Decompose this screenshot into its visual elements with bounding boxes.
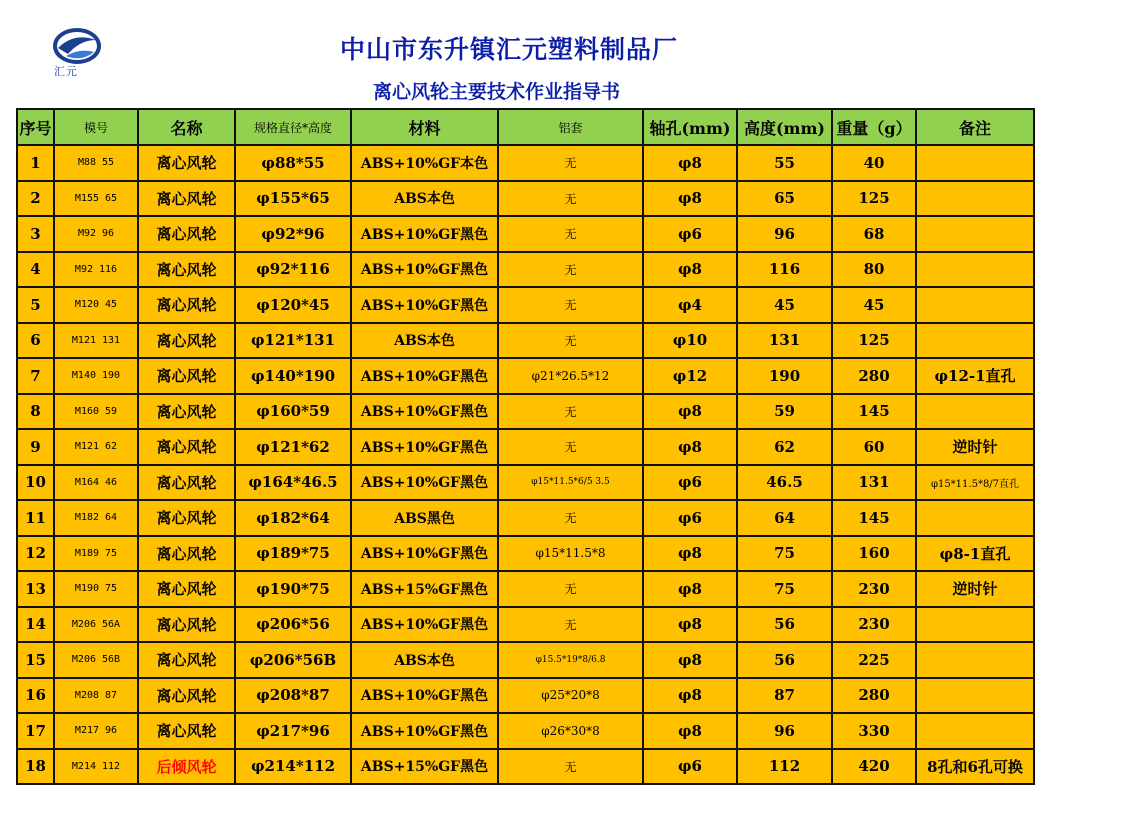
cell-material: ABS+10%GF黑色 [351, 394, 498, 430]
cell-material: ABS+10%GF本色 [351, 145, 498, 181]
cell-height: 46.5 [737, 465, 832, 501]
cell-height: 96 [737, 713, 832, 749]
cell-weight: 145 [832, 394, 916, 430]
col-header: 模号 [54, 109, 138, 145]
cell-name: 离心风轮 [138, 642, 235, 678]
cell-note [916, 713, 1034, 749]
cell-model: M92 116 [54, 252, 138, 288]
cell-shaft: φ6 [643, 465, 737, 501]
cell-material: ABS+15%GF黑色 [351, 749, 498, 785]
cell-sleeve: 无 [498, 323, 643, 359]
cell-shaft: φ8 [643, 678, 737, 714]
cell-weight: 230 [832, 607, 916, 643]
cell-material: ABS黑色 [351, 500, 498, 536]
col-header: 轴孔(mm) [643, 109, 737, 145]
cell-shaft: φ8 [643, 713, 737, 749]
cell-model: M206 56B [54, 642, 138, 678]
cell-height: 65 [737, 181, 832, 217]
cell-note: 逆时针 [916, 429, 1034, 465]
cell-no: 9 [17, 429, 54, 465]
table-row [17, 749, 1034, 785]
col-header: 铝套 [498, 109, 643, 145]
cell-model: M206 56A [54, 607, 138, 643]
cell-height: 75 [737, 571, 832, 607]
col-header: 序号 [17, 109, 54, 145]
cell-sleeve: 无 [498, 216, 643, 252]
spec-table [16, 108, 1035, 785]
cell-sleeve: φ25*20*8 [498, 678, 643, 714]
cell-shaft: φ8 [643, 394, 737, 430]
cell-weight: 80 [832, 252, 916, 288]
cell-name: 离心风轮 [138, 536, 235, 572]
cell-sleeve: φ15*11.5*6/5 3.5 [498, 465, 643, 501]
cell-sleeve: 无 [498, 607, 643, 643]
cell-name: 后倾风轮 [138, 749, 235, 785]
cell-shaft: φ6 [643, 216, 737, 252]
cell-sleeve: φ21*26.5*12 [498, 358, 643, 394]
table-row [17, 678, 1034, 714]
cell-height: 131 [737, 323, 832, 359]
cell-material: ABS+15%GF黑色 [351, 571, 498, 607]
table-row [17, 145, 1034, 181]
cell-no: 5 [17, 287, 54, 323]
cell-spec: φ121*131 [235, 323, 351, 359]
cell-note [916, 323, 1034, 359]
cell-model: M92 96 [54, 216, 138, 252]
cell-weight: 280 [832, 678, 916, 714]
cell-weight: 145 [832, 500, 916, 536]
cell-weight: 330 [832, 713, 916, 749]
cell-weight: 420 [832, 749, 916, 785]
cell-shaft: φ12 [643, 358, 737, 394]
table-row [17, 181, 1034, 217]
cell-material: ABS+10%GF黑色 [351, 252, 498, 288]
cell-height: 112 [737, 749, 832, 785]
cell-shaft: φ10 [643, 323, 737, 359]
col-header: 名称 [138, 109, 235, 145]
cell-sleeve: 无 [498, 571, 643, 607]
cell-name: 离心风轮 [138, 713, 235, 749]
table-row [17, 323, 1034, 359]
cell-weight: 125 [832, 181, 916, 217]
cell-model: M140 190 [54, 358, 138, 394]
cell-height: 56 [737, 607, 832, 643]
cell-note [916, 287, 1034, 323]
cell-material: ABS+10%GF黑色 [351, 713, 498, 749]
table-row [17, 287, 1034, 323]
cell-shaft: φ8 [643, 607, 737, 643]
cell-name: 离心风轮 [138, 181, 235, 217]
cell-no: 10 [17, 465, 54, 501]
col-header: 重量（g） [832, 109, 916, 145]
table-row [17, 713, 1034, 749]
cell-no: 2 [17, 181, 54, 217]
cell-material: ABS+10%GF黑色 [351, 678, 498, 714]
cell-material: ABS+10%GF黑色 [351, 536, 498, 572]
cell-name: 离心风轮 [138, 678, 235, 714]
table-header [17, 109, 1034, 145]
page-title: 中山市东升镇汇元塑料制品厂 [340, 35, 679, 64]
cell-height: 96 [737, 216, 832, 252]
cell-no: 3 [17, 216, 54, 252]
cell-note [916, 216, 1034, 252]
page-subtitle: 离心风轮主要技术作业指导书 [373, 81, 621, 103]
cell-height: 55 [737, 145, 832, 181]
cell-sleeve: φ15*11.5*8 [498, 536, 643, 572]
cell-note: 8孔和6孔可换 [916, 749, 1034, 785]
cell-material: ABS+10%GF黑色 [351, 607, 498, 643]
cell-shaft: φ6 [643, 749, 737, 785]
table-row [17, 216, 1034, 252]
cell-model: M160 59 [54, 394, 138, 430]
cell-note [916, 642, 1034, 678]
cell-no: 1 [17, 145, 54, 181]
cell-shaft: φ8 [643, 536, 737, 572]
cell-note: φ12-1直孔 [916, 358, 1034, 394]
cell-model: M217 96 [54, 713, 138, 749]
cell-name: 离心风轮 [138, 465, 235, 501]
cell-model: M164 46 [54, 465, 138, 501]
cell-sleeve: φ15.5*19*8/6.8 [498, 642, 643, 678]
cell-model: M190 75 [54, 571, 138, 607]
table-row [17, 500, 1034, 536]
cell-no: 18 [17, 749, 54, 785]
cell-height: 64 [737, 500, 832, 536]
cell-name: 离心风轮 [138, 394, 235, 430]
cell-material: ABS+10%GF黑色 [351, 465, 498, 501]
cell-spec: φ120*45 [235, 287, 351, 323]
cell-spec: φ164*46.5 [235, 465, 351, 501]
cell-model: M120 45 [54, 287, 138, 323]
cell-weight: 45 [832, 287, 916, 323]
cell-no: 12 [17, 536, 54, 572]
cell-no: 14 [17, 607, 54, 643]
cell-spec: φ140*190 [235, 358, 351, 394]
cell-sleeve: 无 [498, 429, 643, 465]
cell-spec: φ88*55 [235, 145, 351, 181]
cell-spec: φ155*65 [235, 181, 351, 217]
table-row [17, 465, 1034, 501]
cell-spec: φ160*59 [235, 394, 351, 430]
cell-model: M182 64 [54, 500, 138, 536]
table-row [17, 358, 1034, 394]
table-row [17, 642, 1034, 678]
cell-height: 45 [737, 287, 832, 323]
cell-spec: φ206*56 [235, 607, 351, 643]
table-row [17, 607, 1034, 643]
cell-model: M155 65 [54, 181, 138, 217]
col-header: 备注 [916, 109, 1034, 145]
table-row [17, 536, 1034, 572]
cell-no: 7 [17, 358, 54, 394]
cell-spec: φ182*64 [235, 500, 351, 536]
cell-no: 4 [17, 252, 54, 288]
cell-no: 15 [17, 642, 54, 678]
cell-name: 离心风轮 [138, 145, 235, 181]
cell-weight: 125 [832, 323, 916, 359]
cell-material: ABS本色 [351, 323, 498, 359]
table-row [17, 252, 1034, 288]
cell-note [916, 181, 1034, 217]
cell-weight: 230 [832, 571, 916, 607]
table-row [17, 394, 1034, 430]
cell-note [916, 500, 1034, 536]
cell-shaft: φ8 [643, 181, 737, 217]
cell-name: 离心风轮 [138, 358, 235, 394]
cell-height: 87 [737, 678, 832, 714]
cell-name: 离心风轮 [138, 287, 235, 323]
cell-model: M189 75 [54, 536, 138, 572]
cell-spec: φ214*112 [235, 749, 351, 785]
cell-note: 逆时针 [916, 571, 1034, 607]
cell-spec: φ206*56B [235, 642, 351, 678]
cell-no: 13 [17, 571, 54, 607]
cell-note: φ15*11.5*8/7直孔 [916, 465, 1034, 501]
cell-height: 59 [737, 394, 832, 430]
cell-shaft: φ4 [643, 287, 737, 323]
cell-material: ABS+10%GF黑色 [351, 216, 498, 252]
cell-sleeve: φ26*30*8 [498, 713, 643, 749]
cell-note: φ8-1直孔 [916, 536, 1034, 572]
cell-shaft: φ8 [643, 252, 737, 288]
cell-name: 离心风轮 [138, 571, 235, 607]
cell-no: 6 [17, 323, 54, 359]
cell-shaft: φ8 [643, 429, 737, 465]
cell-sleeve: 无 [498, 394, 643, 430]
cell-height: 62 [737, 429, 832, 465]
cell-name: 离心风轮 [138, 429, 235, 465]
cell-name: 离心风轮 [138, 323, 235, 359]
cell-model: M121 131 [54, 323, 138, 359]
cell-name: 离心风轮 [138, 500, 235, 536]
cell-height: 190 [737, 358, 832, 394]
cell-shaft: φ8 [643, 571, 737, 607]
cell-note [916, 394, 1034, 430]
cell-height: 116 [737, 252, 832, 288]
col-header: 高度(mm) [737, 109, 832, 145]
cell-spec: φ217*96 [235, 713, 351, 749]
cell-material: ABS本色 [351, 181, 498, 217]
cell-spec: φ92*96 [235, 216, 351, 252]
cell-note [916, 678, 1034, 714]
cell-spec: φ190*75 [235, 571, 351, 607]
table-row [17, 571, 1034, 607]
cell-spec: φ92*116 [235, 252, 351, 288]
cell-weight: 280 [832, 358, 916, 394]
cell-spec: φ208*87 [235, 678, 351, 714]
cell-weight: 160 [832, 536, 916, 572]
cell-weight: 131 [832, 465, 916, 501]
cell-name: 离心风轮 [138, 607, 235, 643]
cell-weight: 68 [832, 216, 916, 252]
cell-name: 离心风轮 [138, 216, 235, 252]
cell-weight: 60 [832, 429, 916, 465]
cell-material: ABS本色 [351, 642, 498, 678]
cell-shaft: φ8 [643, 642, 737, 678]
cell-shaft: φ8 [643, 145, 737, 181]
cell-sleeve: 无 [498, 287, 643, 323]
cell-material: ABS+10%GF黑色 [351, 287, 498, 323]
cell-sleeve: 无 [498, 145, 643, 181]
logo-text: 汇元 [54, 65, 78, 78]
cell-weight: 40 [832, 145, 916, 181]
cell-height: 56 [737, 642, 832, 678]
cell-model: M208 87 [54, 678, 138, 714]
cell-note [916, 607, 1034, 643]
cell-model: M121 62 [54, 429, 138, 465]
table-body [17, 145, 1034, 784]
cell-note [916, 145, 1034, 181]
cell-weight: 225 [832, 642, 916, 678]
cell-sleeve: 无 [498, 749, 643, 785]
cell-spec: φ121*62 [235, 429, 351, 465]
cell-name: 离心风轮 [138, 252, 235, 288]
cell-sleeve: 无 [498, 500, 643, 536]
cell-no: 17 [17, 713, 54, 749]
cell-sleeve: 无 [498, 181, 643, 217]
table-row [17, 429, 1034, 465]
cell-material: ABS+10%GF黑色 [351, 429, 498, 465]
cell-sleeve: 无 [498, 252, 643, 288]
cell-no: 11 [17, 500, 54, 536]
col-header: 材料 [351, 109, 498, 145]
cell-no: 16 [17, 678, 54, 714]
cell-no: 8 [17, 394, 54, 430]
cell-note [916, 252, 1034, 288]
cell-model: M88 55 [54, 145, 138, 181]
cell-shaft: φ6 [643, 500, 737, 536]
cell-height: 75 [737, 536, 832, 572]
cell-material: ABS+10%GF黑色 [351, 358, 498, 394]
cell-spec: φ189*75 [235, 536, 351, 572]
cell-model: M214 112 [54, 749, 138, 785]
col-header: 规格直径*高度 [235, 109, 351, 145]
